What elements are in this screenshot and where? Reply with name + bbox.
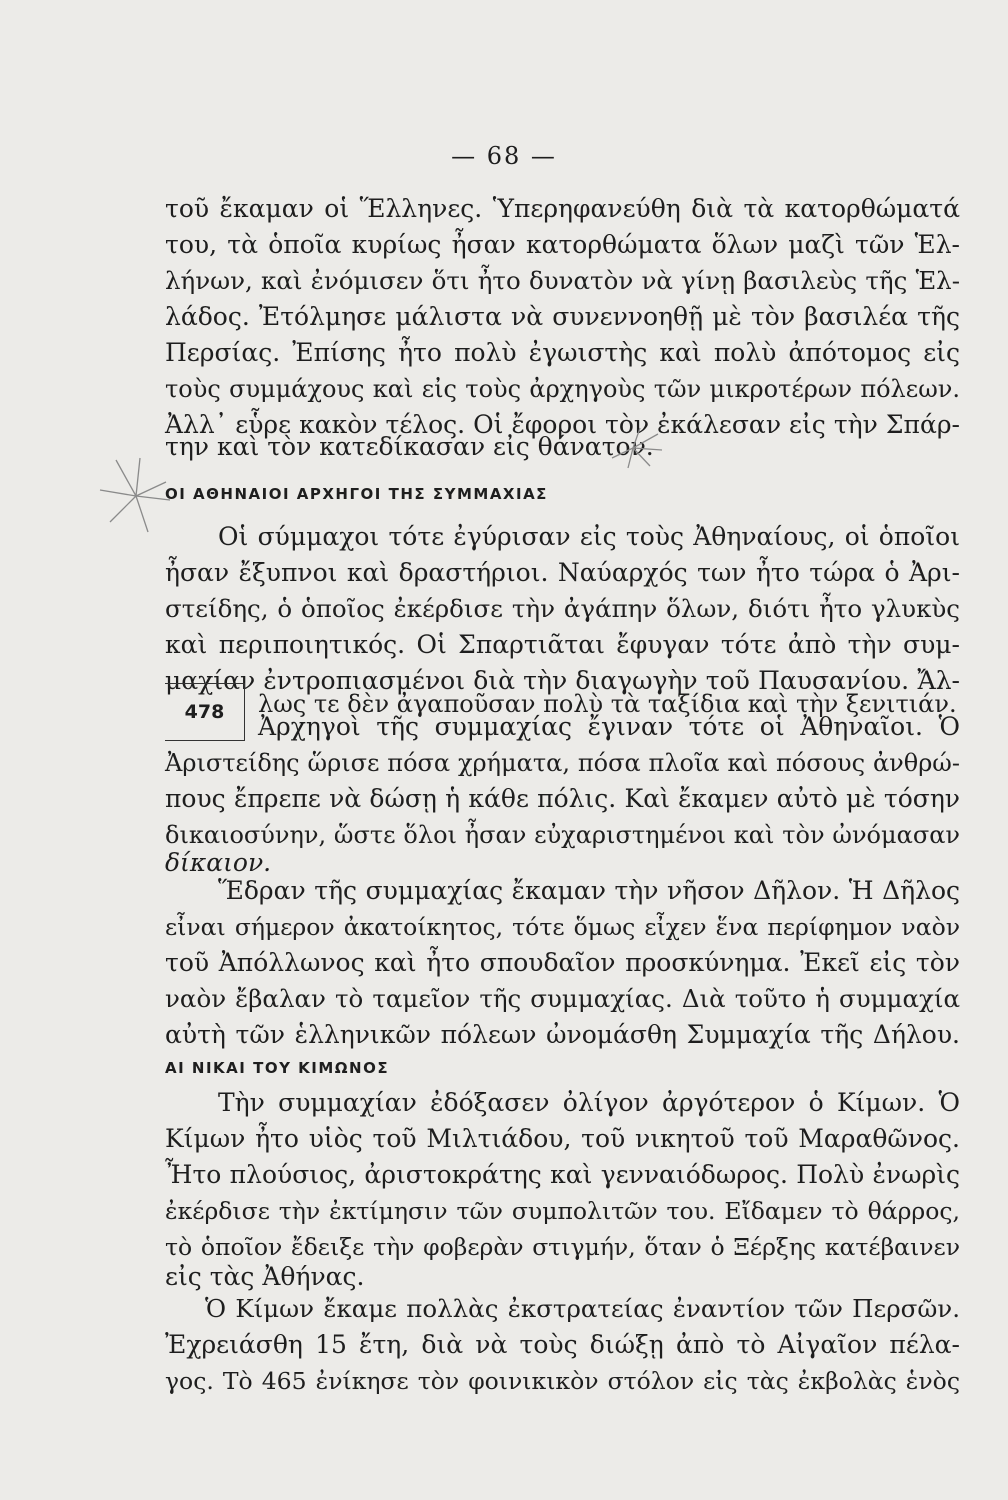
text-line: λήνων, καὶ ἐνόμισεν ὅτι ἦτο δυνατὸν νὰ γίνῃ βασιλεὺς τῆς Ἑλ-: [165, 266, 960, 295]
text-line: την καὶ τὸν κατεδίκασαν εἰς θάνατον.: [165, 432, 654, 461]
text-line: Ἕδραν τῆς συμμαχίας ἔκαμαν τὴν νῆσον Δῆλον. Ἡ Δῆλος: [218, 876, 960, 905]
text-line: Ἀριστείδης ὥρισε πόσα χρήματα, πόσα πλοῖα καὶ πόσους ἀνθρώ-: [165, 749, 960, 777]
text-line: Κίμων ἦτο υἱὸς τοῦ Μιλτιάδου, τοῦ νικητοῦ τοῦ Μαραθῶνος.: [165, 1124, 960, 1153]
text-line: Περσίας. Ἐπίσης ἦτο πολὺ ἐγωιστὴς καὶ πολὺ ἀπότομος εἰς: [165, 338, 960, 367]
text-line: πους ἔπρεπε νὰ δώσῃ ἡ κάθε πόλις. Καὶ ἔκαμεν αὐτὸ μὲ τόσην: [165, 784, 960, 813]
text-line: λάδος. Ἐτόλμησε μάλιστα νὰ συνεννοηθῇ μὲ τὸν βασιλέα τῆς: [165, 302, 960, 331]
text-line: ἦσαν ἔξυπνοι καὶ δραστήριοι. Ναύαρχός των ἦτο τώρα ὁ Ἀρι-: [165, 558, 960, 587]
pencil-star-mark: [96, 456, 176, 536]
text-line: ἐκέρδισε τὴν ἐκτίμησιν τῶν συμπολιτῶν του. Εἴδαμεν τὸ θάρρος,: [165, 1197, 960, 1225]
text-line: εἶναι σήμερον ἀκατοίκητος, τότε ὅμως εἶχεν ἕνα περίφημον ναὸν: [165, 913, 960, 941]
text-line: λως τε δὲν ἀγαποῦσαν πολὺ τὰ ταξίδια καὶ τὴν ξενιτιάν.: [258, 690, 957, 718]
text-line: του, τὰ ὁποῖα κυρίως ἦσαν κατορθώματα ὅλων μαζὶ τῶν Ἑλ-: [165, 230, 960, 259]
text-line: τὸ ὁποῖον ἔδειξε τὴν φοβερὰν στιγμήν, ὅταν ὁ Ξέρξης κατέβαινεν: [165, 1233, 960, 1261]
text-line: Ἀλλ᾿ εὗρε κακὸν τέλος. Οἱ ἔφοροι τὸν ἐκάλεσαν εἰς τὴν Σπάρ-: [165, 410, 960, 439]
text-line: αὐτὴ τῶν ἑλληνικῶν πόλεων ὠνομάσθη Συμμαχία τῆς Δήλου.: [165, 1020, 960, 1049]
pencil-star-mark: [598, 424, 668, 472]
text-line: Ὁ Κίμων ἔκαμε πολλὰς ἐκστρατείας ἐναντίον τῶν Περσῶν.: [205, 1294, 960, 1323]
section-heading: ΑΙ ΝΙΚΑΙ ΤΟΥ ΚΙΜΩΝΟΣ: [165, 1059, 390, 1077]
text-line: τοὺς συμμάχους καὶ εἰς τοὺς ἀρχηγοὺς τῶν μικροτέρων πόλεων.: [165, 375, 960, 403]
text-line: δικαιοσύνην, ὥστε ὅλοι ἦσαν εὐχαριστημένοι καὶ τὸν ὠνόμασαν: [165, 821, 960, 849]
text-line: Οἱ σύμμαχοι τότε ἐγύρισαν εἰς τοὺς Ἀθηναίους, οἱ ὁποῖοι: [218, 522, 960, 551]
text-line: στείδης, ὁ ὁποῖος ἐκέρδισε τὴν ἀγάπην ὅλων, διότι ἦτο γλυκὺς: [165, 594, 960, 623]
text-line: Τὴν συμμαχίαν ἐδόξασεν ὀλίγον ἀργότερον ὁ Κίμων. Ὁ: [218, 1088, 960, 1117]
text-line: εἰς τὰς Ἀθήνας.: [165, 1262, 365, 1291]
text-line: Ἐχρειάσθη 15 ἔτη, διὰ νὰ τοὺς διώξῃ ἀπὸ τὸ Αἰγαῖον πέλα-: [165, 1330, 960, 1359]
text-line: δίκαιον.: [165, 848, 272, 877]
section-heading: ΟΙ ΑΘΗΝΑΙΟΙ ΑΡΧΗΓΟΙ ΤΗΣ ΣΥΜΜΑΧΙΑΣ: [165, 485, 548, 503]
text-line: ναὸν ἔβαλαν τὸ ταμεῖον τῆς συμμαχίας. Διὰ τοῦτο ἡ συμμαχία: [165, 984, 960, 1013]
text-line: τοῦ ἔκαμαν οἱ Ἕλληνες. Ὑπερηφανεύθη διὰ τὰ κατορθώματά: [165, 194, 960, 223]
margin-number: 478: [165, 683, 245, 741]
text-line: τοῦ Ἀπόλλωνος καὶ ἦτο σπουδαῖον προσκύνημα. Ἐκεῖ εἰς τὸν: [165, 948, 960, 977]
text-line: καὶ περιποιητικός. Οἱ Σπαρτιᾶται ἔφυγαν τότε ἀπὸ τὴν συμ-: [165, 630, 960, 659]
text-line: μαχίαν ἐντροπιασμένοι διὰ τὴν διαγωγὴν τοῦ Παυσανίου. Ἄλ-: [165, 666, 960, 695]
text-line: Ἀρχηγοὶ τῆς συμμαχίας ἔγιναν τότε οἱ Ἀθηναῖοι. Ὁ: [258, 712, 960, 741]
text-line: Ἦτο πλούσιος, ἀριστοκράτης καὶ γενναιόδωρος. Πολὺ ἐνωρὶς: [165, 1160, 960, 1189]
text-line: γος. Τὸ 465 ἐνίκησε τὸν φοινικικὸν στόλον εἰς τὰς ἐκβολὰς ἑνὸς: [165, 1367, 960, 1395]
page-number: — 68 —: [451, 142, 557, 170]
